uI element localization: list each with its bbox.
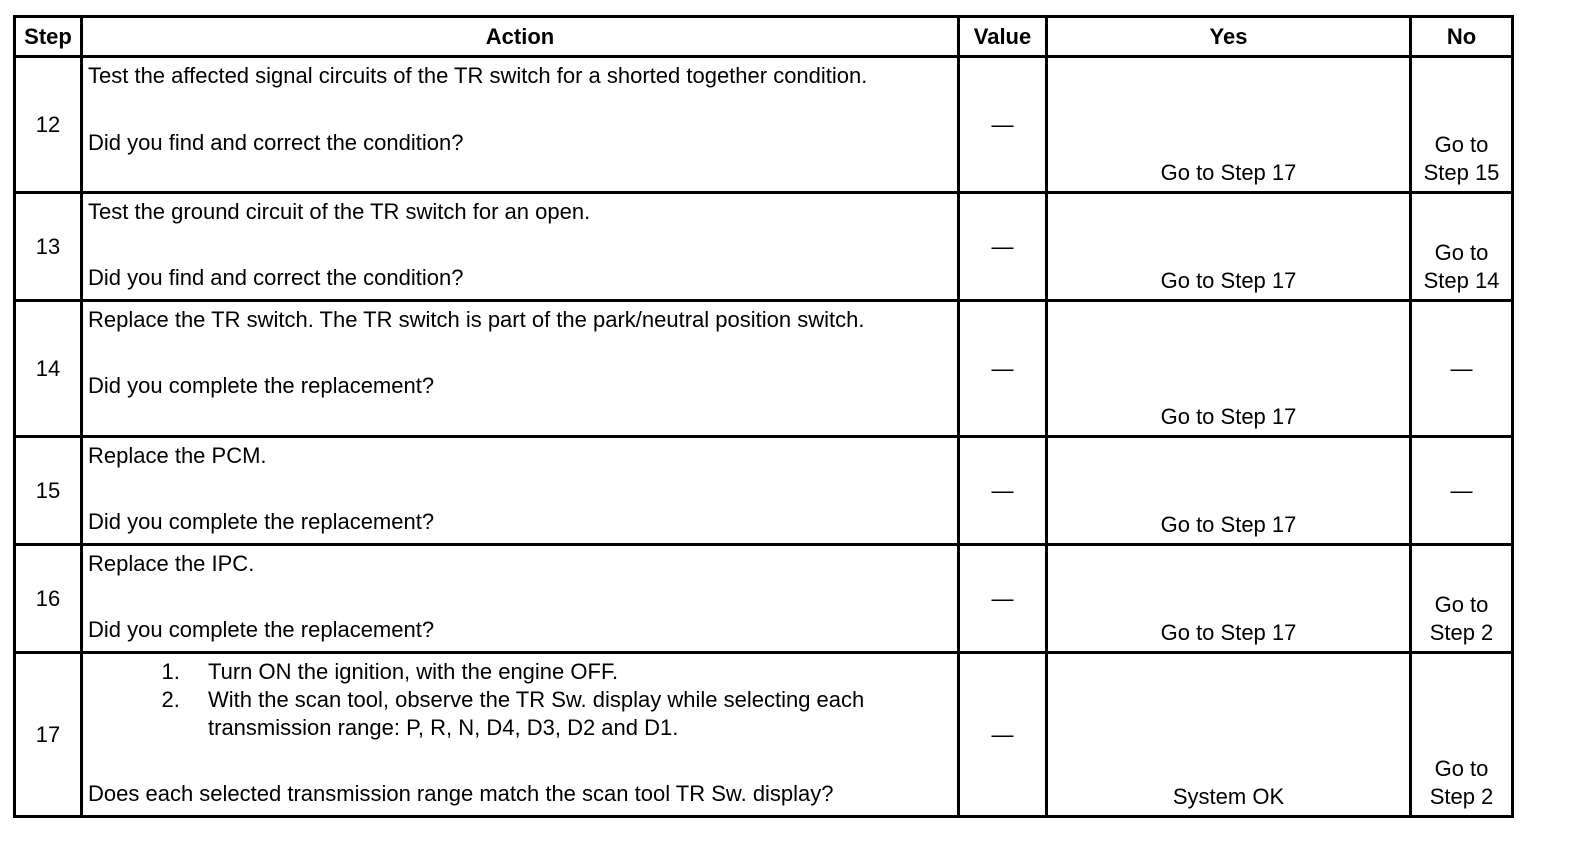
yes-cell: Go to Step 17: [1047, 437, 1411, 545]
header-step: Step: [15, 17, 82, 57]
no-line1: Go to: [1434, 240, 1489, 265]
action-question: Did you complete the replacement?: [88, 373, 435, 398]
no-cell: [1411, 545, 1513, 653]
value-cell: —: [959, 653, 1047, 817]
value-cell: —: [959, 437, 1047, 545]
action-text: Replace the TR switch. The TR switch is part of the park/neutral position switch.: [88, 307, 865, 332]
value-cell: —: [959, 301, 1047, 437]
header-row: [15, 17, 1513, 57]
action-text: Test the affected signal circuits of the TR switch for a shorted together condition.: [88, 63, 868, 88]
step-number: 13: [15, 193, 82, 301]
header-no: No: [1411, 17, 1513, 57]
action-text: Test the ground circuit of the TR switch for an open.: [88, 199, 591, 224]
no-line1: Go to: [1434, 756, 1489, 781]
no-cell: —: [1411, 301, 1513, 437]
step-number: 15: [15, 437, 82, 545]
step-number: 14: [15, 301, 82, 437]
action-cell: [82, 301, 959, 437]
table-row: [15, 193, 1513, 301]
action-cell: [82, 193, 959, 301]
header-action: Action: [82, 17, 959, 57]
yes-cell: Go to Step 17: [1047, 193, 1411, 301]
action-cell: [82, 437, 959, 545]
action-text: Replace the IPC.: [88, 551, 255, 576]
diagnostic-table-container: [13, 15, 1514, 818]
action-question: Does each selected transmission range match the scan tool TR Sw. display?: [88, 781, 834, 806]
step-number: 17: [15, 653, 82, 817]
action-cell: [82, 57, 959, 193]
no-cell: [1411, 57, 1513, 193]
action-question: Did you complete the replacement?: [88, 509, 435, 534]
table-row: [15, 653, 1513, 817]
table-row: [15, 301, 1513, 437]
action-question: Did you complete the replacement?: [88, 617, 435, 642]
value-cell: —: [959, 193, 1047, 301]
no-line1: Go to: [1434, 592, 1489, 617]
action-question: Did you find and correct the condition?: [88, 130, 464, 155]
value-cell: —: [959, 545, 1047, 653]
no-line2: Step 2: [1429, 784, 1494, 809]
no-cell: [1411, 193, 1513, 301]
step-number: 12: [15, 57, 82, 193]
value-cell: —: [959, 57, 1047, 193]
yes-cell: Go to Step 17: [1047, 545, 1411, 653]
no-cell: [1411, 653, 1513, 817]
yes-cell: System OK: [1047, 653, 1411, 817]
no-line2: Step 15: [1423, 160, 1500, 185]
yes-cell: Go to Step 17: [1047, 57, 1411, 193]
action-text: Replace the PCM.: [88, 443, 267, 468]
header-value: Value: [959, 17, 1047, 57]
yes-cell: Go to Step 17: [1047, 301, 1411, 437]
action-cell: [82, 545, 959, 653]
action-list: [88, 658, 952, 742]
no-cell: —: [1411, 437, 1513, 545]
table-row: [15, 545, 1513, 653]
step-number: 16: [15, 545, 82, 653]
action-list-item: 2. With the scan tool, observe the TR Sw. display while selecting each transmission range: P, R, N, D4, D3, D2 and D1.: [186, 686, 952, 742]
action-question: Did you find and correct the condition?: [88, 265, 464, 290]
action-cell: [82, 653, 959, 817]
action-list-item: 1. Turn ON the ignition, with the engine OFF.: [186, 658, 952, 686]
diagnostic-table: [13, 15, 1514, 818]
no-line1: Go to: [1434, 132, 1489, 157]
no-line2: Step 2: [1429, 620, 1494, 645]
table-row: [15, 437, 1513, 545]
header-yes: Yes: [1047, 17, 1411, 57]
table-row: [15, 57, 1513, 193]
no-line2: Step 14: [1423, 268, 1500, 293]
